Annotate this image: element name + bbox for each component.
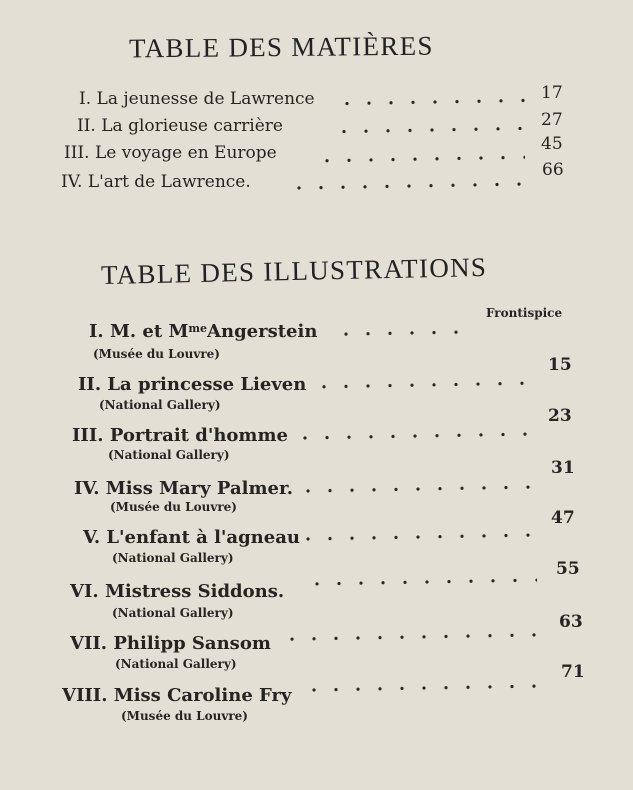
page-number: 23 (548, 406, 572, 426)
collection-label: (Musée du Louvre) (93, 347, 220, 361)
dot-leader (306, 533, 536, 541)
page-number: 27 (541, 110, 563, 130)
collection-label: (National Gallery) (112, 606, 234, 620)
illustration-entry: VII. Philipp Sansom (70, 633, 271, 654)
dot-leader (303, 432, 533, 440)
dot-leader (322, 381, 528, 389)
illustrations-title: TABLE DES ILLUSTRATIONS (100, 251, 488, 291)
frontispice-label: Frontispice (486, 306, 563, 320)
dot-leader (345, 98, 525, 105)
illustration-entry: III. Portrait d'homme (72, 425, 288, 446)
collection-label: (National Gallery) (108, 448, 230, 462)
page-number: 31 (551, 458, 575, 478)
toc-entry: III. Le voyage en Europe (64, 143, 277, 163)
page-number: 63 (559, 612, 583, 632)
dot-leader (342, 126, 524, 133)
collection-label: (National Gallery) (99, 398, 221, 412)
dot-leader (315, 578, 537, 586)
page-number: 71 (561, 662, 585, 682)
dot-leader (290, 633, 540, 641)
collection-label: (National Gallery) (112, 551, 234, 565)
toc-entry: II. La glorieuse carrière (77, 116, 283, 136)
illustration-entry: VI. Mistress Siddons. (70, 581, 285, 602)
illustration-entry: I. M. et $M^{me}Angerstein$ (89, 321, 318, 342)
dot-leader (344, 330, 474, 336)
collection-label: (Musée du Louvre) (121, 709, 248, 723)
page-number: 55 (556, 559, 580, 579)
page-number: 15 (548, 355, 572, 375)
illustration-entry: IV. Miss Mary Palmer. (74, 478, 294, 499)
illustration-entry: II. La princesse Lieven (78, 374, 307, 395)
toc-entry: IV. L'art de Lawrence. (61, 172, 251, 192)
page-number: 66 (542, 160, 564, 180)
page-number: 17 (541, 83, 563, 103)
collection-label: (Musée du Louvre) (110, 500, 237, 514)
dot-leader (325, 155, 525, 162)
dot-leader (306, 485, 536, 493)
dot-leader (312, 684, 542, 692)
illustration-entry: VIII. Miss Caroline Fry (62, 685, 292, 706)
toc-entry: I. La jeunesse de Lawrence (79, 89, 315, 109)
page-number: 47 (551, 508, 575, 528)
collection-label: (National Gallery) (115, 657, 237, 671)
matieres-title: TABLE DES MATIÈRES (128, 30, 434, 64)
illustration-entry: V. L'enfant à l'agneau (83, 527, 300, 548)
page-number: 45 (541, 134, 563, 154)
dot-leader (297, 182, 527, 190)
